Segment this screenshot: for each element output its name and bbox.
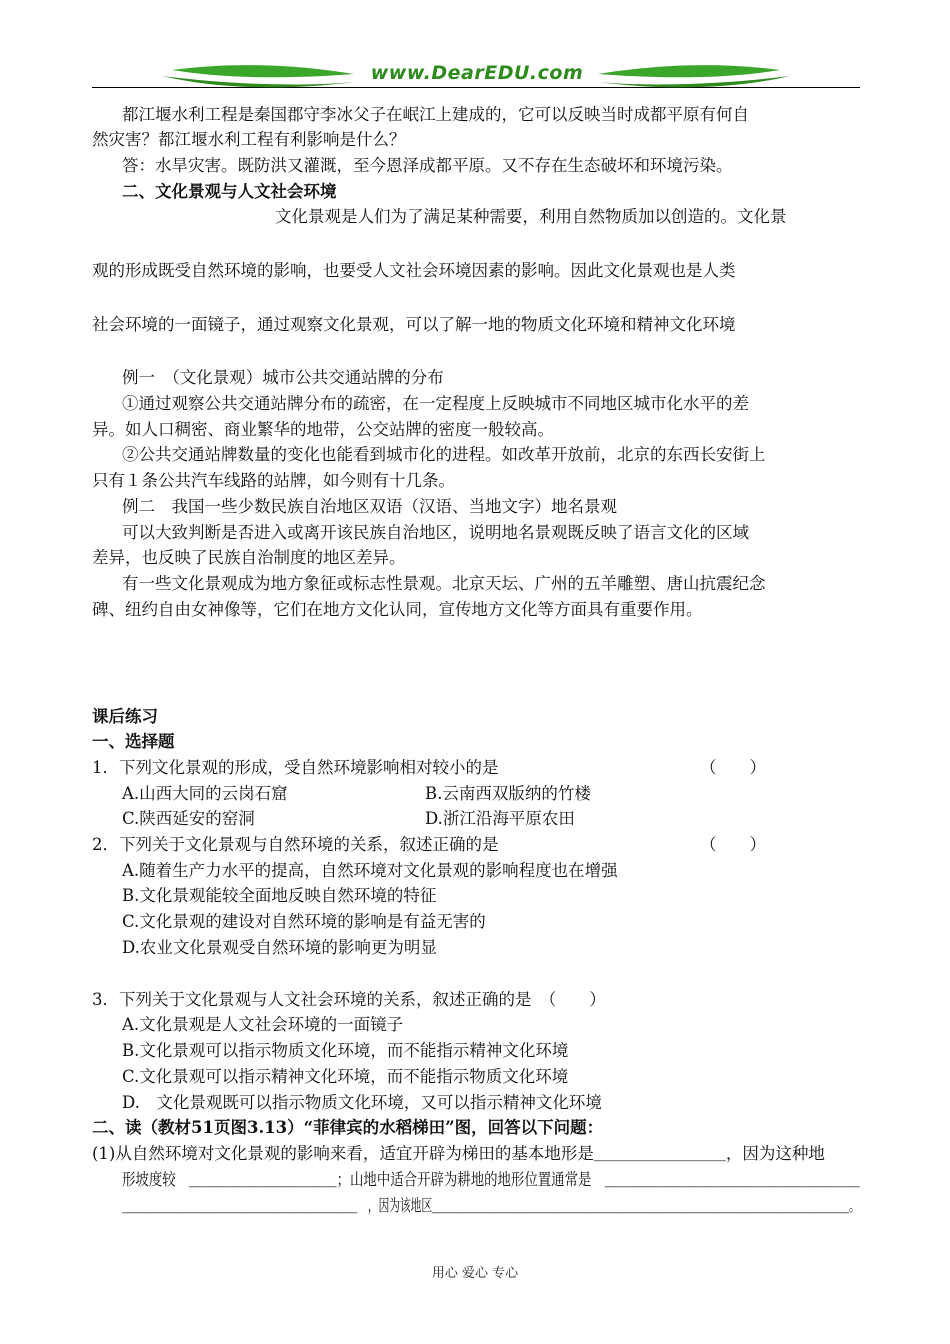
text-line: (1)从自然环境对文化景观的影响来看，适宜开辟为梯田的基本地形是＿＿＿＿＿＿＿＿，因为这种地 <box>92 1144 825 1163</box>
text-line: 1．下列文化景观的形成，受自然环境影响相对较小的是 <box>92 758 499 777</box>
text-line: D.浙江沿海平原农田 <box>425 809 575 828</box>
text-line: 异。如人口稠密、商业繁华的地带，公交站牌的密度一般较高。 <box>92 420 554 439</box>
text-line: 3．下列关于文化景观与人文社会环境的关系，叙述正确的是 （ ） <box>92 990 606 1009</box>
text-line: D. 文化景观既可以指示物质文化环境，又可以指示精神文化环境 <box>122 1093 602 1112</box>
text-line: ①通过观察公共交通站牌分布的疏密，在一定程度上反映城市不同地区城市化水平的差 <box>122 394 749 413</box>
text-line: A.文化景观是人文社会环境的一面镜子 <box>122 1015 404 1034</box>
text-line: 社会环境的一面镜子，通过观察文化景观，可以了解一地的物质文化环境和精神文化环境 <box>92 315 736 334</box>
text-line: 答：水旱灾害。既防洪又灌溉，至今恩泽成都平原。又不存在生态破坏和环境污染。 <box>122 156 733 175</box>
text-line: B.云南西双版纳的竹楼 <box>425 784 591 803</box>
text-line: C.文化景观的建设对自然环境的影响是有益无害的 <box>122 912 486 931</box>
text-line: A.随着生产力水平的提高，自然环境对文化景观的影响程度也在增强 <box>122 861 618 880</box>
text-line: 只有１条公共汽车线路的站牌，如今则有十几条。 <box>92 471 455 490</box>
text-line: A.山西大同的云岗石窟 <box>122 784 288 803</box>
text-line: 然灾害？都江堰水利工程有利影响是什么？ <box>92 130 406 149</box>
text-line: 观的形成既受自然环境的影响，也要受人文社会环境因素的影响。因此文化景观也是人类 <box>92 261 736 280</box>
page-header <box>92 60 860 94</box>
text-line: ②公共交通站牌数量的变化也能看到城市化的进程。如改革开放前，北京的东西长安街上 <box>122 445 766 464</box>
text-line: C.陕西延安的窑洞 <box>122 809 255 828</box>
text-line: 二、文化景观与人文社会环境 <box>122 182 337 201</box>
text-line: 都江堰水利工程是秦国郡守李冰父子在岷江上建成的，它可以反映当时成都平原有何自 <box>122 105 749 124</box>
text-line: 课后练习 <box>92 707 158 726</box>
text-line: B.文化景观能较全面地反映自然环境的特征 <box>122 886 437 905</box>
text-line: 二、读（教材51页图3.13）“菲律宾的水稻梯田”图，回答以下问题： <box>92 1118 604 1137</box>
text-line: （ ） <box>700 835 766 854</box>
text-line: 一、选择题 <box>92 732 175 751</box>
text-line: ＿＿＿＿＿＿＿＿＿＿＿＿＿＿＿＿＿＿＿＿＿＿ ，因为该地区＿＿＿＿＿＿＿＿＿＿＿＿＿＿＿＿＿＿＿＿＿＿＿＿＿＿＿＿＿＿＿＿＿＿＿＿＿＿＿。 <box>122 1196 860 1215</box>
page-footer: 用心 爱心 专心 <box>431 1266 519 1281</box>
text-line: 形坡度较 ＿＿＿＿＿＿＿＿＿＿＿；山地中适合开辟为耕地的地形位置通常是 ＿＿＿＿＿＿＿＿＿＿＿＿＿＿＿＿＿＿＿ <box>122 1170 860 1189</box>
text-line: B.文化景观可以指示物质文化环境，而不能指示精神文化环境 <box>122 1041 569 1060</box>
text-line: 有一些文化景观成为地方象征或标志性景观。北京天坛、广州的五羊雕塑、唐山抗震纪念 <box>122 574 766 593</box>
text-line: C.文化景观可以指示精神文化环境，而不能指示物质文化环境 <box>122 1067 569 1086</box>
text-line: 例一 （文化景观）城市公共交通站牌的分布 <box>122 368 444 387</box>
text-line: 文化景观是人们为了满足某种需要，利用自然物质加以创造的。文化景 <box>275 207 787 226</box>
text-line: 可以大致判断是否进入或离开该民族自治地区，说明地名景观既反映了语言文化的区域 <box>122 523 749 542</box>
text-line: 例二 我国一些少数民族自治地区双语（汉语、当地文字）地名景观 <box>122 497 617 516</box>
text-line: 碑、纽约自由女神像等，它们在地方文化认同，宣传地方文化等方面具有重要作用。 <box>92 600 703 619</box>
text-line: （ ） <box>700 758 766 777</box>
text-line: 差异，也反映了民族自治制度的地区差异。 <box>92 548 406 567</box>
text-line: 2．下列关于文化景观与自然环境的关系，叙述正确的是 <box>92 835 499 854</box>
text-line: D.农业文化景观受自然环境的影响更为明显 <box>122 938 437 957</box>
site-logo-text[interactable]: www.DearEDU.com <box>370 62 584 84</box>
